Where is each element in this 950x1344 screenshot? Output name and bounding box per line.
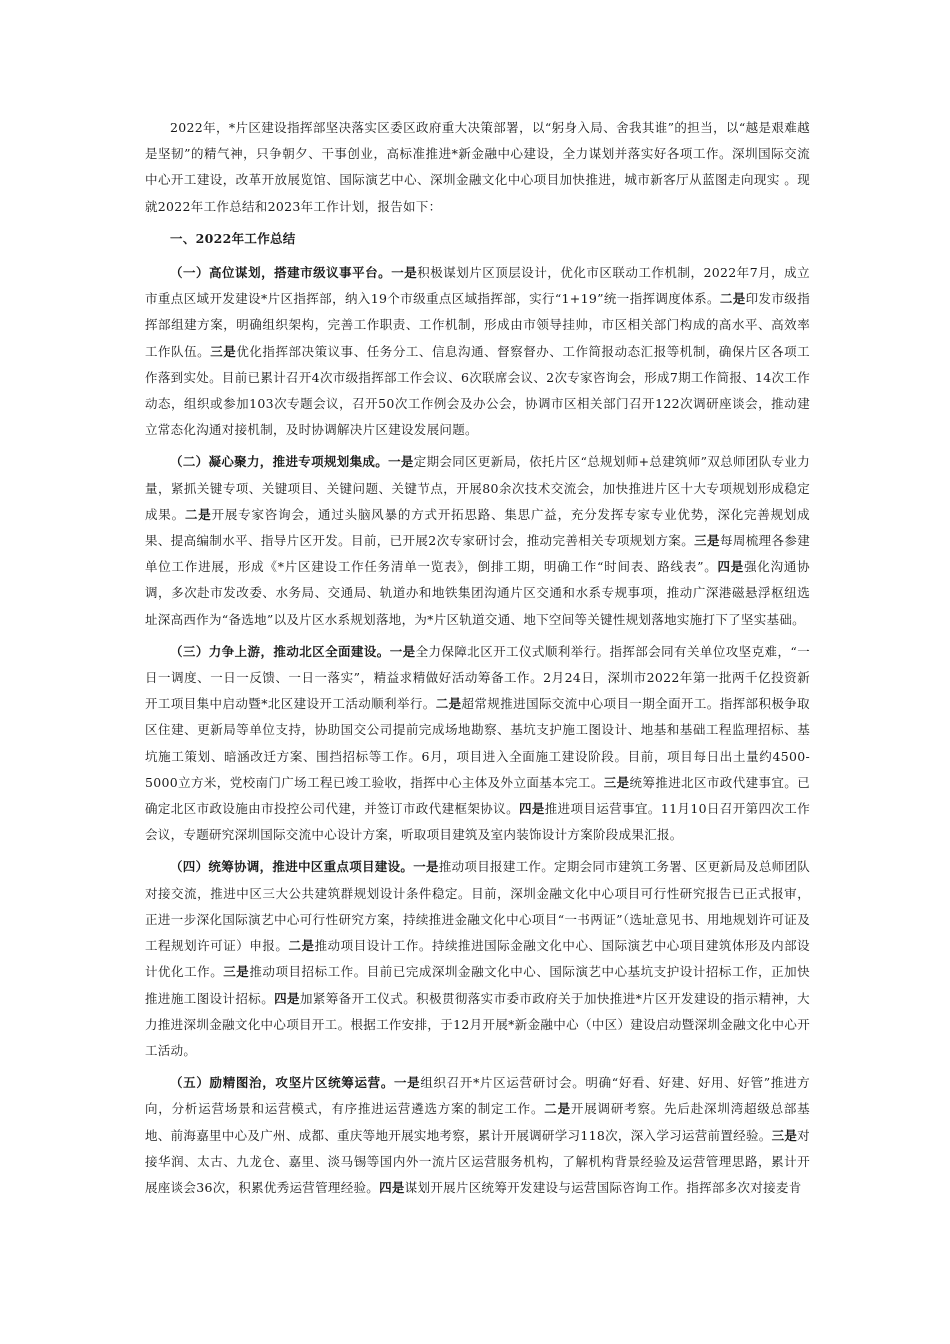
section-2-part-2-label: 二是 [184, 506, 212, 522]
section-3-part-3-label: 三是 [603, 774, 630, 790]
section-2-part-2-text: 开展专家咨询会，通过头脑风暴的方式开拓思路、集思广益，充分发挥专家专业优势，深化完善规划成果、提高编制水平、指导片区开发。目前，已开展2次专家研讨会，推动完善相关专项规划方案。 [145, 506, 810, 549]
section-3-part-2-label: 二是 [435, 696, 462, 712]
section-3-part-1-label: 一是 [389, 643, 416, 659]
section-1-part-2-text: 印发市级指挥部组建方案，明确组织架构，完善工作职责、工作机制，形成由市领导挂帅，市区相关部门构成的高水平、高效率工作队伍。 [145, 291, 810, 359]
section-5-part-2-text: 开展调研考察。先后赴深圳湾超级总部基地、前海嘉里中心及广州、成都、重庆等地开展实地考察，累计开展调研学习118次，深入学习运营前置经验。 [145, 1101, 810, 1143]
section-3-part-3-text: 统筹推进北区市政代建事宜。已确定北区市政设施由市投控公司代建，并签订市政代建框架协议。 [145, 774, 810, 817]
section-4 [145, 854, 810, 1064]
section-4-part-2-label: 二是 [288, 938, 315, 954]
intro-paragraph: 2022年，*片区建设指挥部坚决落实区委区政府重大决策部署，以“躬身入局、舍我其谁”的担当，以“越是艰难越是坚韧”的精气神，只争朝夕、干事创业，高标准推进*新金融中心建设，全力谋划并落实好各项工作。深圳国际交流中心开工建设，改革开放展览馆、国际演艺中心、深圳金融文化中心项目加快推进，城市新客厅从蓝图走向现实 。现就2022年工作总结和2023年工作计划，报告如下： [145, 120, 810, 214]
section-4-part-4-text: 加紧筹备开工仪式。积极贯彻落实市委市政府关于加快推进*片区开发建设的指示精神，大力推进深圳金融文化中心项目开工。根据工作安排，于12月开展*新金融中心（中区）建设启动暨深圳金融文化中心开工活动。 [145, 990, 810, 1058]
section-2-title: （二）凝心聚力，推进专项规划集成。 [170, 454, 389, 470]
section-3 [145, 639, 810, 849]
section-5-part-3-text: 对接华润、太古、九龙仓、嘉里、淡马锡等国内外一流片区运营服务机构，了解机构背景经验及运营管理思路，累计开展座谈会36次，积累优秀运营管理经验。 [145, 1127, 810, 1195]
section-3-part-4-label: 四是 [518, 801, 545, 817]
section-heading-summary: 一、2022年工作总结 [170, 230, 296, 246]
section-2 [145, 449, 810, 632]
section-1 [145, 260, 810, 443]
section-5-part-3-label: 三是 [771, 1127, 798, 1143]
section-1-part-3-label: 三是 [210, 343, 237, 359]
section-4-part-3-text: 推动项目招标工作。目前已完成深圳金融文化中心、国际演艺中心基坑支护设计招标工作，正加快推进施工图设计招标。 [145, 964, 810, 1006]
document-body [145, 115, 810, 1207]
section-4-part-3-label: 三是 [223, 964, 250, 980]
section-5-part-4-label: 四是 [379, 1179, 405, 1195]
section-2-part-1-label: 一是 [388, 454, 414, 470]
section-3-title: （三）力争上游，推动北区全面建设。 [170, 643, 390, 659]
section-1-part-2-label: 二是 [719, 291, 746, 307]
section-3-part-4-text: 推进项目运营事宜。11月10日召开第四次工作会议，专题研究深圳国际交流中心设计方案，听取项目建筑及室内装饰设计方案阶段成果汇报。 [145, 801, 810, 843]
section-4-part-1-text: 推动项目报建工作。定期会同市建筑工务署、区更新局及总师团队对接交流，推进中区三大公共建筑群规划设计条件稳定。目前，深圳金融文化中心项目可行性研究报告已正式报审，正进一步深化国际演艺中心可行性研究方案，持续推进金融文化中心项目“一书两证”（选址意见书、用地规划许可证及工程规划许可证）申报。 [145, 859, 811, 954]
section-5-part-1-text: 组织召开*片区运营研讨会。明确“好看、好建、好用、好管”推进方向，分析运营场景和运营模式，有序推进运营遴选方案的制定工作。 [145, 1075, 810, 1117]
section-5-part-4-text: 谋划开展片区统筹开发建设与运营国际咨询工作。指挥部多次对接麦肯 [404, 1179, 802, 1195]
section-4-title: （四）统筹协调，推进中区重点项目建设。 [170, 859, 414, 875]
section-2-part-3-label: 三是 [694, 533, 720, 549]
section-1-part-1-label: 一是 [391, 265, 418, 281]
section-3-part-1-text: 全力保障北区开工仪式顺利举行。指挥部会同有关单位攻坚克难，“一日一调度、一日一反馈、一日一落实”，精益求精做好活动筹备工作。2月24日，深圳市2022年第一批两千亿投资新开工项目集中启动暨*北区建设开工活动顺利举行。 [145, 643, 810, 712]
section-1-title: （一）高位谋划，搭建市级议事平台。 [170, 265, 392, 281]
section-2-part-4-label: 四是 [717, 559, 745, 575]
section-1-part-3-text: 优化指挥部决策议事、任务分工、信息沟通、督察督办、工作简报动态汇报等机制，确保片区各项工作落到实处。目前已累计召开4次市级指挥部工作会议、6次联席会议、2次专家咨询会，形成7期工作简报、14次工作动态，组织或参加103次专题会议，召开50次工作例会及办公会，协调市区相关部门召开122次调研座谈会，推动建立常态化沟通对接机制，及时协调解决片区建设发展问题。 [145, 343, 810, 438]
section-1-part-1-text: 积极谋划片区顶层设计，优化市区联动工作机制，2022年7月，成立市重点区域开发建设*片区指挥部，纳入19个市级重点区域指挥部，实行“1+19”统一指挥调度体系。 [145, 265, 810, 307]
section-4-part-2-text: 推动项目设计工作。持续推进国际金融文化中心、国际演艺中心项目建筑体形及内部设计优化工作。 [145, 938, 810, 980]
section-5-part-1-label: 一是 [394, 1075, 421, 1091]
section-4-part-4-label: 四是 [274, 990, 300, 1006]
section-5-part-2-label: 二是 [544, 1101, 571, 1117]
section-3-part-2-text: 超常规推进国际交流中心项目一期全面开工。指挥部积极争取区住建、更新局等单位支持，协助国交公司提前完成场地勘察、基坑支护施工图设计、地基和基础工程监理招标、基坑施工策划、暗涵改迁方案、围挡招标等工作。6月，项目进入全面施工建设阶段。目前，项目每日出土量约4500-5000立方米，党校南门广场工程已竣工验收，指挥中心主体及外立面基本完工。 [145, 696, 810, 790]
section-2-part-4-text: 强化沟通协调，多次赴市发改委、水务局、交通局、轨道办和地铁集团沟通片区交通和水系专规事项，推动广深港磁悬浮枢纽选址深高西作为“备选地”以及片区水系规划落地，为*片区轨道交通、地下空间等关键性规划落地实施打下了坚实基础。 [145, 559, 810, 627]
section-5 [145, 1070, 810, 1201]
section-4-part-1-label: 一是 [413, 859, 439, 875]
section-2-part-3-text: 每周梳理各参建单位工作进展，形成《*片区建设工作任务清单一览表》，倒排工期，明确工作“时间表、路线表”。 [145, 533, 810, 575]
section-5-title: （五）励精图治，攻坚片区统筹运营。 [170, 1075, 394, 1091]
section-2-part-1-text: 定期会同区更新局，依托片区“总规划师+总建筑师”双总师团队专业力量，紧抓关键专项、关键项目、关键问题、关键节点，开展80余次技术交流会，加快推进片区十大专项规划形成稳定成果。 [145, 454, 811, 522]
